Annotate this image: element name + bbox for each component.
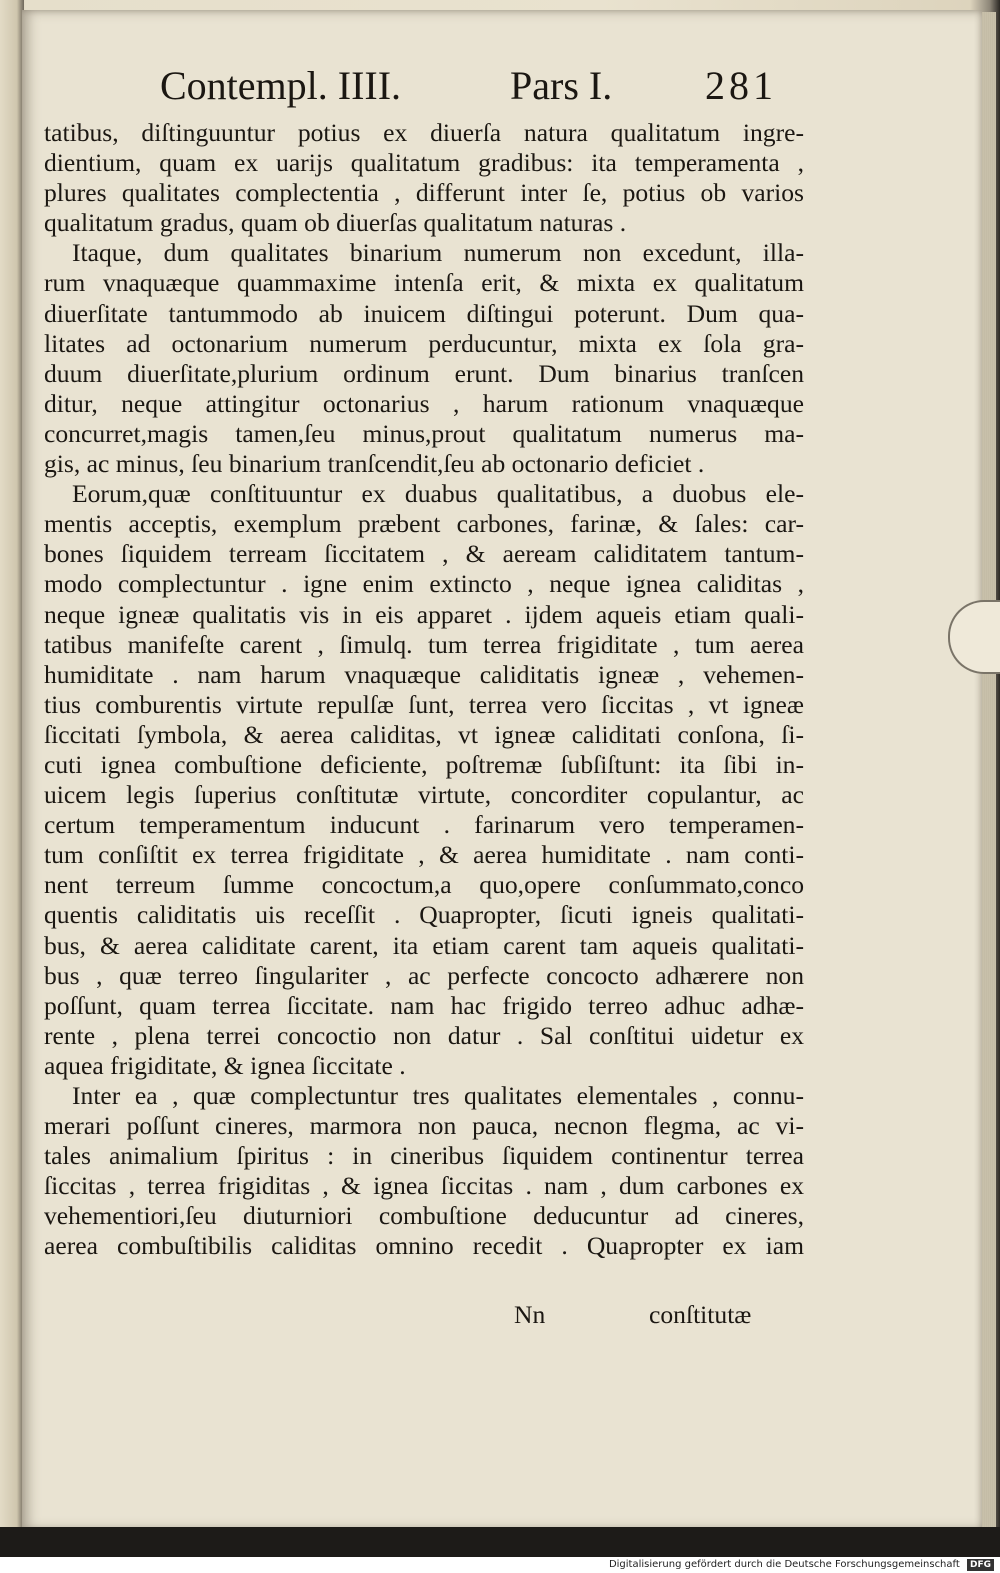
text-line: tatibus manifeſte carent , ſimulq. tum terrea frigiditate , tum aerea bbox=[44, 629, 804, 659]
text-line: neque igneæ qualitatis vis in eis apparet . ijdem aqueis etiam quali- bbox=[44, 599, 804, 629]
text-line: bus , quæ terreo ſingulariter , ac perfecte concocto adhærere non bbox=[44, 960, 804, 990]
text-line: Eorum,quæ conſtituuntur ex duabus qualitatibus, a duobus ele- bbox=[72, 479, 804, 509]
running-header bbox=[160, 62, 780, 112]
text-line: bones ſiquidem terream ſiccitatem , & aeream caliditatem tantum- bbox=[44, 539, 804, 569]
text-line: ſiccitati ſymbola, & aerea caliditas, vt igneæ caliditati conſona, ſi- bbox=[44, 719, 804, 749]
text-line: concurret,magis tamen,ſeu minus,prout qualitatum numerus ma- bbox=[44, 418, 804, 448]
catchword: conſtitutæ bbox=[649, 1300, 752, 1329]
text-line: litates ad octonarium numerum perducuntur, mixta ex ſola gra- bbox=[44, 328, 804, 358]
running-title: Contempl. IIII. bbox=[160, 63, 402, 108]
scan-bottom-band bbox=[0, 1527, 1000, 1557]
text-line: nent terreum ſumme concoctum,a quo,opere conſummato,conco bbox=[44, 870, 804, 900]
text-line: ditur, neque attingitur octonarius , harum rationum vnaquæque bbox=[44, 388, 804, 418]
facing-page-edge bbox=[0, 0, 24, 1573]
text-line: qualitatum gradus, quam ob diuerſas qualitatum naturas . bbox=[44, 208, 627, 238]
digitization-credit: Digitalisierung gefördert durch die Deutsche Forschungsgemeinschaft bbox=[608, 1559, 960, 1570]
text-line: duum diuerſitate,plurium ordinum erunt. Dum binarius tranſcen bbox=[44, 358, 804, 388]
text-line: merari poſſunt cineres, marmora non pauca, necnon flegma, ac vi- bbox=[44, 1111, 804, 1141]
text-line: aerea combuſtibilis caliditas omnino recedit . Quapropter ex iam bbox=[44, 1231, 804, 1261]
text-line: vehementiori,ſeu diuturniori combuſtione deducuntur ad cineres, bbox=[44, 1201, 804, 1231]
digitization-footer bbox=[0, 1557, 1000, 1573]
body-text bbox=[44, 118, 804, 1262]
text-line: dientium, quam ex uarijs qualitatum gradibus: ita temperamenta , bbox=[44, 148, 804, 178]
text-line: rente , plena terrei concoctio non datur . Sal conſtitui uidetur ex bbox=[44, 1020, 804, 1050]
text-line: bus, & aerea caliditate carent, ita etiam carent tam aqueis qualitati- bbox=[44, 930, 804, 960]
text-line: certum temperamentum inducunt . farinarum vero temperamen- bbox=[44, 810, 804, 840]
text-line: modo complectuntur . igne enim extincto , neque ignea caliditas , bbox=[44, 569, 804, 599]
text-line: aquea frigiditate, & ignea ſiccitate . bbox=[44, 1050, 406, 1080]
text-line: tius comburentis virtute repulſæ ſunt, terrea vero ſiccitas , vt igneæ bbox=[44, 689, 804, 719]
text-line: plures qualitates complectentia , differunt inter ſe, potius ob varios bbox=[44, 178, 804, 208]
part-label: Pars I. bbox=[510, 63, 613, 108]
text-line: tatibus, diſtinguuntur potius ex diuerſa natura qualitatum ingre- bbox=[44, 118, 804, 147]
text-line: mentis acceptis, exemplum præbent carbones, farinæ, & ſales: car- bbox=[44, 509, 804, 539]
page-number: 281 bbox=[705, 63, 777, 108]
text-line: rum vnaquæque quammaxime intenſa erit, & mixta ex qualitatum bbox=[44, 268, 804, 298]
text-line: diuerſitate tantummodo ab inuicem diſtingui poterunt. Dum qua- bbox=[44, 298, 804, 328]
text-line: humiditate . nam harum vnaquæque caliditatis igneæ , vehemen- bbox=[44, 659, 804, 689]
text-line: cuti ignea combuſtione deficiente, poſtremæ ſubſiſtunt: ita ſibi in- bbox=[44, 749, 804, 779]
text-line: tum conſiſtit ex terrea frigiditate , & aerea humiditate . nam conti- bbox=[44, 840, 804, 870]
text-line: ſiccitas , terrea frigiditas , & ignea ſiccitas . nam , dum carbones ex bbox=[44, 1171, 804, 1201]
page-fore-edge bbox=[982, 12, 996, 1527]
dfg-logo: DFG bbox=[967, 1559, 994, 1571]
text-line: tales animalium ſpiritus : in cineribus ſiquidem continentur terrea bbox=[44, 1141, 804, 1171]
text-line: poſſunt, quam terrea ſiccitate. nam hac frigido terreo adhuc adhæ- bbox=[44, 990, 804, 1020]
signature-mark: Nn bbox=[514, 1300, 546, 1329]
text-line: quentis caliditatis uis receſſit . Quapropter, ſicuti igneis qualitati- bbox=[44, 900, 804, 930]
text-line: gis, ac minus, ſeu binarium tranſcendit,ſeu ab octonario deficiet . bbox=[44, 449, 705, 479]
text-line: Inter ea , quæ complectuntur tres qualitates elementales , connu- bbox=[72, 1081, 804, 1110]
text-line: uicem legis ſuperius conſtitutæ virtute, concorditer copulantur, ac bbox=[44, 780, 804, 810]
page-foot bbox=[44, 1300, 804, 1334]
text-line: Itaque, dum qualitates binarium numerum non excedunt, illa- bbox=[72, 238, 804, 268]
